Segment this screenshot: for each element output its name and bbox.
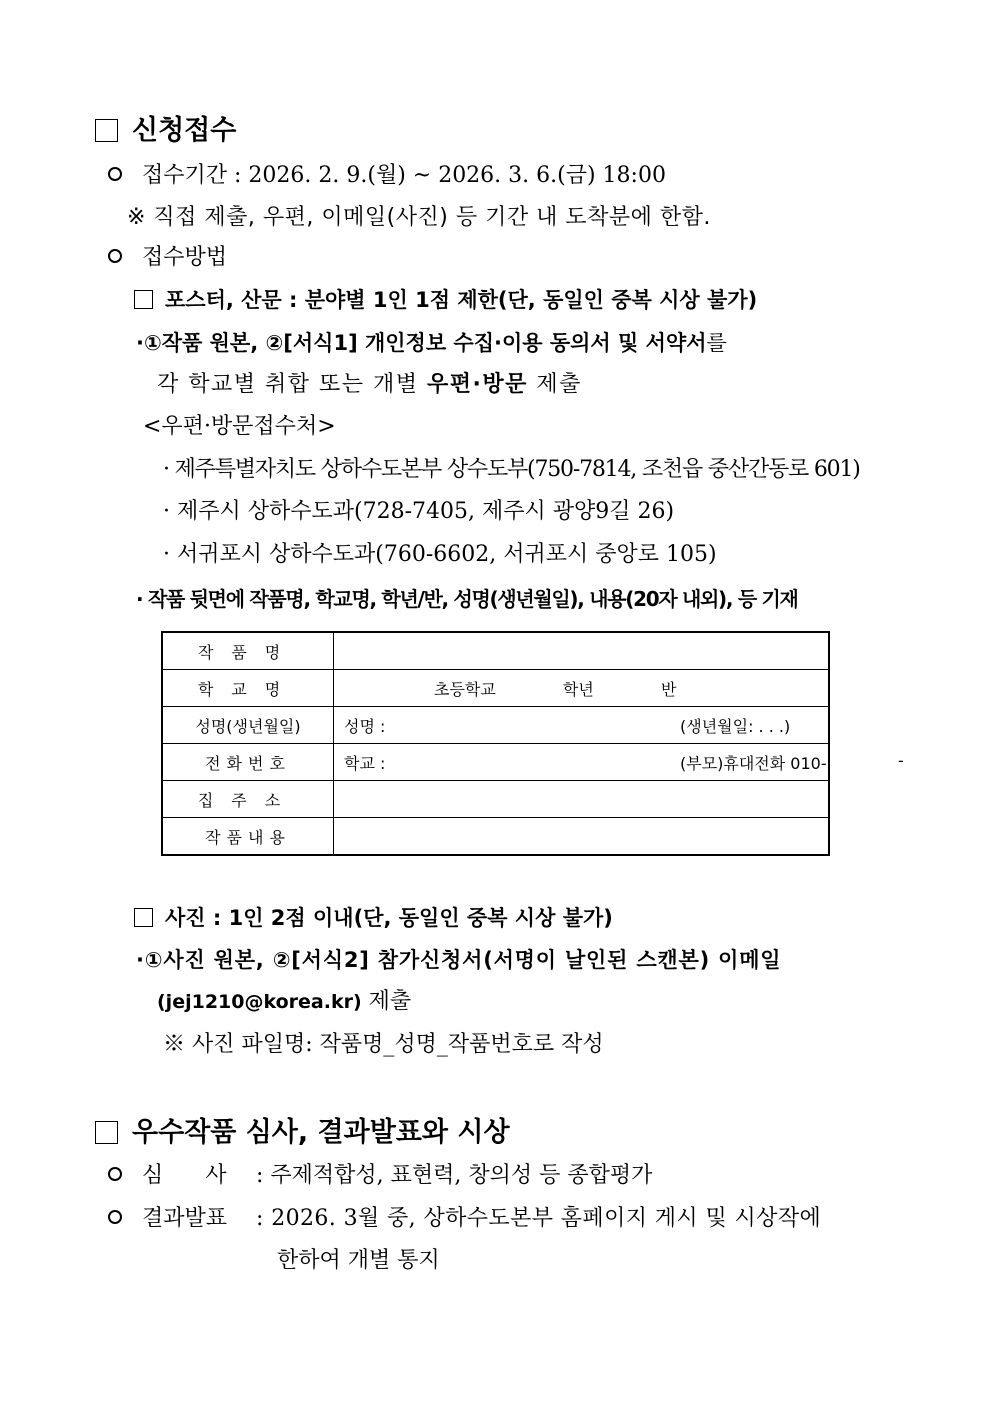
reception-period: 접수기간 : 2026. 2. 9.(월) ~ 2026. 3. 6.(금) 18:00 [108, 161, 666, 191]
poster-item-2: · 작품 뒷면에 작품명, 학교명, 학년/반, 성명(생년월일), 내용(20자 내외), 등 기재 [136, 587, 798, 611]
school-field-label: 학교 : [344, 753, 386, 773]
judging-criteria: 심 사 : 주제적합성, 표현력, 창의성 등 종합평가 [108, 1161, 226, 1191]
table-row [162, 781, 829, 818]
circle-bullet-icon [108, 167, 122, 181]
photo-heading: 사진 : 1인 2점 이내(단, 동일인 중복 시상 불가) [134, 903, 613, 933]
places-title: <우편·방문접수처> [143, 414, 336, 439]
checkbox-square-icon [134, 290, 153, 309]
label-school: 학교명 [197, 679, 299, 699]
value-content [334, 818, 830, 856]
phone-field-label: (부모)휴대전화 010- [680, 753, 827, 773]
section-heading-judging: 우수작품 심사, 결과발표와 시상 [95, 1115, 510, 1151]
birth-field-label: (생년월일: . . .) [680, 716, 791, 736]
place-item: · 서귀포시 상하수도과(760-6602, 서귀포시 중앙로 105) [163, 542, 717, 567]
label-title: 작품명 [197, 642, 299, 662]
table-row [162, 632, 829, 670]
poster-item-1: ·①작품 원본, ②[서식1] 개인정보 수집·이용 동의서 및 서약서를 [136, 331, 727, 355]
poster-item-1-cont: 각 학교별 취합 또는 개별 우편·방문 제출 [157, 372, 582, 397]
checkbox-square-icon [95, 1121, 118, 1144]
grade-suffix: 학년 [562, 679, 594, 699]
circle-bullet-icon [108, 1167, 122, 1181]
label-content: 작품내용 [205, 827, 291, 847]
result-announcement: 결과발표 : 2026. 3월 중, 상하수도본부 홈페이지 게시 및 시상작에 [108, 1204, 227, 1234]
table-row [162, 670, 829, 707]
poster-heading: 포스터, 산문 : 분야별 1인 1점 제한(단, 동일인 중복 시상 불가) [134, 285, 757, 315]
section-heading-application: 신청접수 [95, 113, 236, 149]
table-row [162, 744, 829, 781]
name-field-label: 성명 : [344, 716, 386, 736]
entry-info-table [161, 631, 904, 856]
table-row [162, 707, 829, 744]
reception-method: 접수방법 [108, 243, 227, 273]
school-suffix: 초등학교 [434, 679, 496, 699]
class-suffix: 반 [660, 679, 677, 699]
place-item: · 제주시 상하수도과(728-7405, 제주시 광양9길 26) [163, 499, 675, 524]
circle-bullet-icon [108, 249, 122, 263]
email-address: (jej1210@korea.kr) [157, 991, 362, 1013]
photo-item-1-cont: (jej1210@korea.kr) 제출 [157, 989, 412, 1014]
photo-filename-note: ※ 사진 파일명: 작품명_성명_작품번호로 작성 [163, 1032, 604, 1057]
label-phone: 전화번호 [205, 753, 291, 773]
circle-bullet-icon [108, 1210, 122, 1224]
checkbox-square-icon [95, 119, 118, 142]
phone-dash: - [898, 750, 904, 770]
place-item: · 제주특별자치도 상하수도본부 상수도부(750-7814, 조천읍 중산간동로 601) [163, 457, 860, 482]
checkbox-square-icon [134, 908, 153, 927]
label-name-birth: 성명(생년월일) [162, 707, 334, 744]
reception-note: ※ 직접 제출, 우편, 이메일(사진) 등 기간 내 도착분에 한함. [127, 205, 711, 230]
label-address: 집주소 [197, 790, 299, 810]
value-title [334, 632, 830, 670]
result-announcement-cont: 한하여 개별 통지 [277, 1248, 440, 1273]
value-address [334, 781, 830, 818]
photo-item-1: ·①사진 원본, ②[서식2] 참가신청서(서명이 날인된 스캔본) 이메일 [136, 948, 782, 972]
table-row [162, 818, 829, 856]
